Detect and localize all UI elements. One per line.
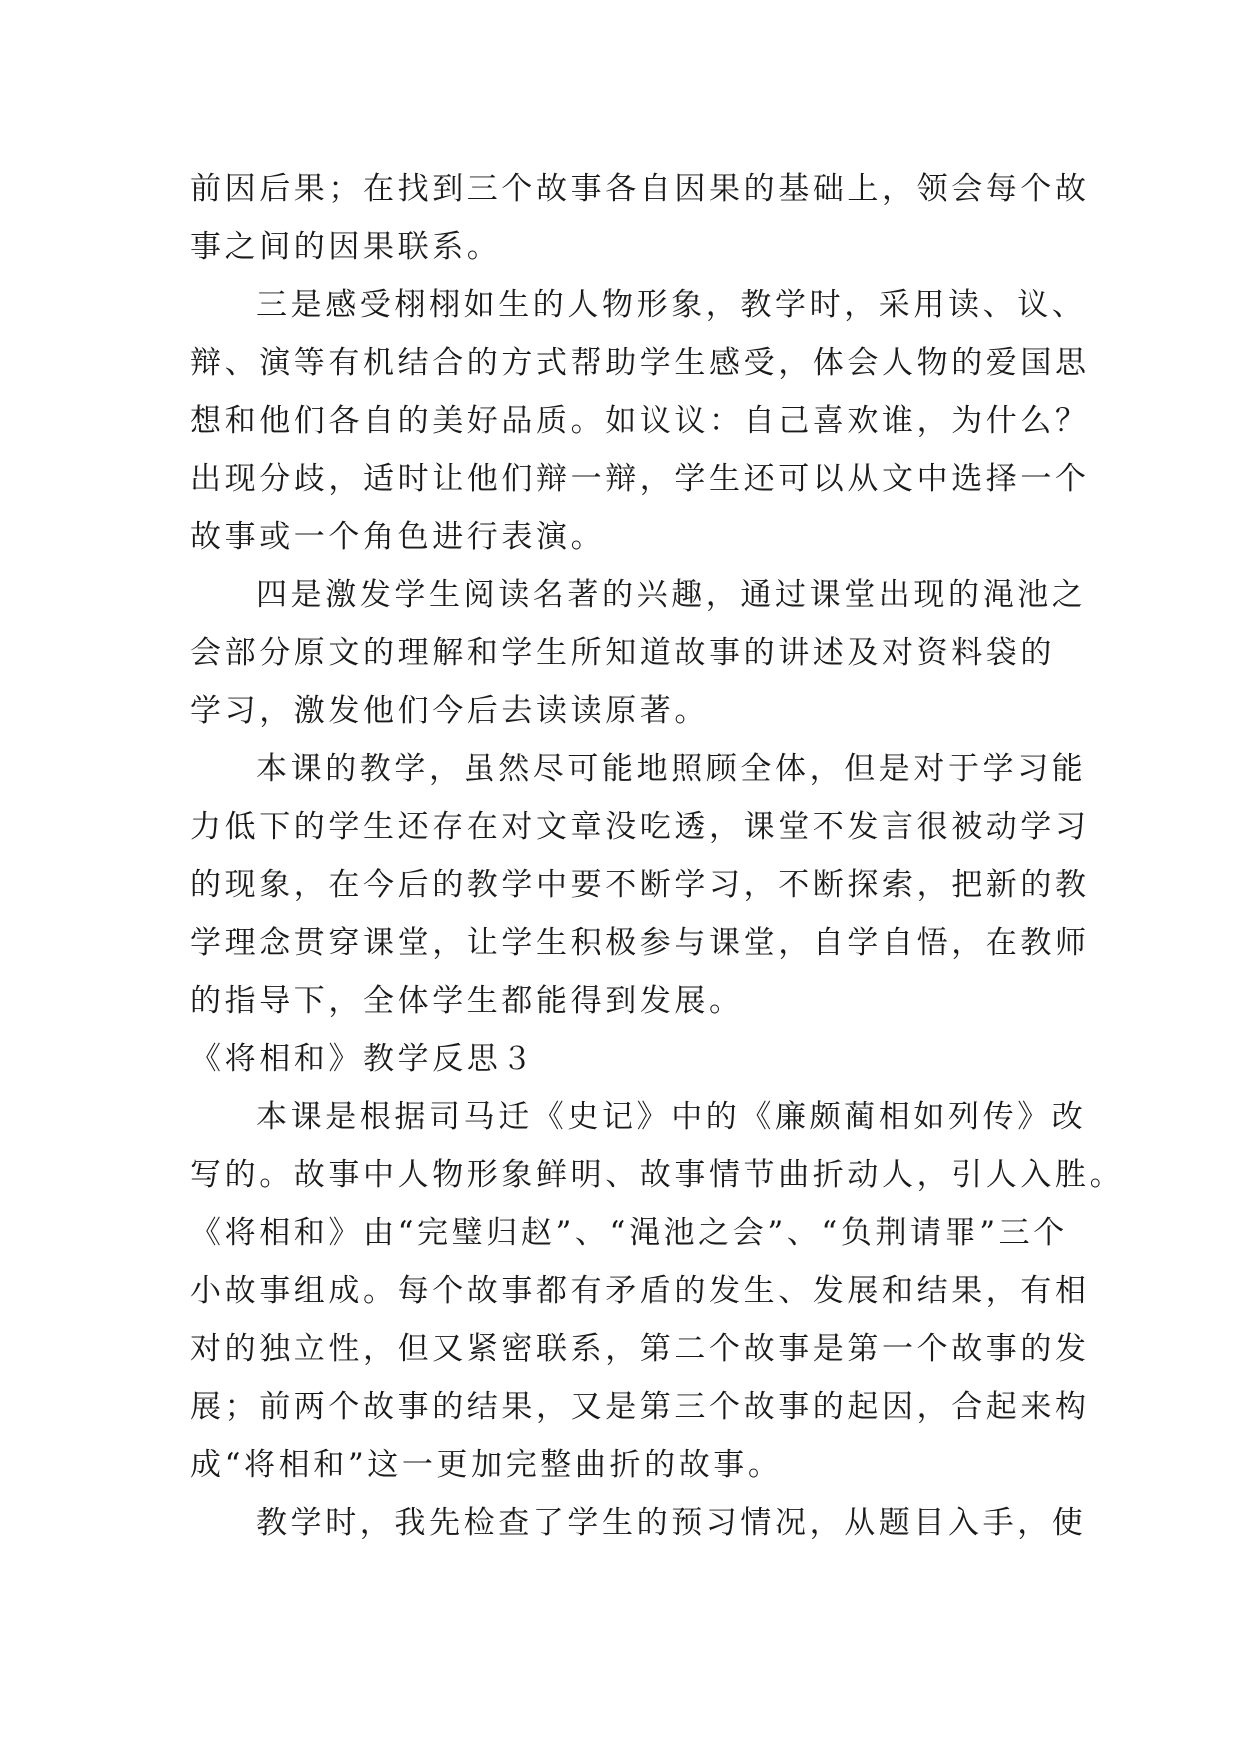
text-line: 出现分歧，适时让他们辩一辩，学生还可以从文中选择一个 <box>190 461 1090 497</box>
text-line: 三是感受栩栩如生的人物形象，教学时，采用读、议、 <box>256 287 1087 323</box>
text-line: 的现象，在今后的教学中要不断学习，不断探索，把新的教 <box>190 867 1090 903</box>
document-body <box>190 160 1125 1552</box>
text-line: 本课是根据司马迁《史记》中的《廉颇蔺相如列传》改 <box>256 1099 1087 1135</box>
text-line: 前因后果；在找到三个故事各自因果的基础上，领会每个故 <box>190 171 1090 207</box>
text-line: 小故事组成。每个故事都有矛盾的发生、发展和结果，有相 <box>190 1273 1090 1309</box>
text-line: 《将相和》教学反思３ <box>190 1041 536 1077</box>
text-line: 教学时，我先检查了学生的预习情况，从题目入手，使 <box>256 1505 1087 1541</box>
text-line: 《将相和》由“完璧归赵”、“渑池之会”、“负荆请罪”三个 <box>190 1215 1068 1251</box>
text-line: 本课的教学，虽然尽可能地照顾全体，但是对于学习能 <box>256 751 1087 787</box>
text-line: 四是激发学生阅读名著的兴趣，通过课堂出现的渑池之 <box>256 577 1087 613</box>
text-line: 展；前两个故事的结果，又是第三个故事的起因，合起来构 <box>190 1389 1090 1425</box>
text-line: 学习，激发他们今后去读读原著。 <box>190 693 709 729</box>
text-line: 的指导下，全体学生都能得到发展。 <box>190 983 744 1019</box>
text-line: 想和他们各自的美好品质。如议议：自己喜欢谁，为什么？ <box>190 403 1090 439</box>
text-line: 事之间的因果联系。 <box>190 229 502 265</box>
text-line: 会部分原文的理解和学生所知道故事的讲述及对资料袋的 <box>190 635 1055 671</box>
text-line: 力低下的学生还存在对文章没吃透，课堂不发言很被动学习 <box>190 809 1090 845</box>
text-line: 对的独立性，但又紧密联系，第二个故事是第一个故事的发 <box>190 1331 1090 1367</box>
text-line: 写的。故事中人物形象鲜明、故事情节曲折动人，引人入胜。 <box>190 1157 1125 1193</box>
text-line: 辩、演等有机结合的方式帮助学生感受，体会人物的爱国思 <box>190 345 1090 381</box>
text-line: 学理念贯穿课堂，让学生积极参与课堂，自学自悟，在教师 <box>190 925 1090 961</box>
text-line: 成“将相和”这一更加完整曲折的故事。 <box>190 1447 783 1483</box>
text-line: 故事或一个角色进行表演。 <box>190 519 606 555</box>
